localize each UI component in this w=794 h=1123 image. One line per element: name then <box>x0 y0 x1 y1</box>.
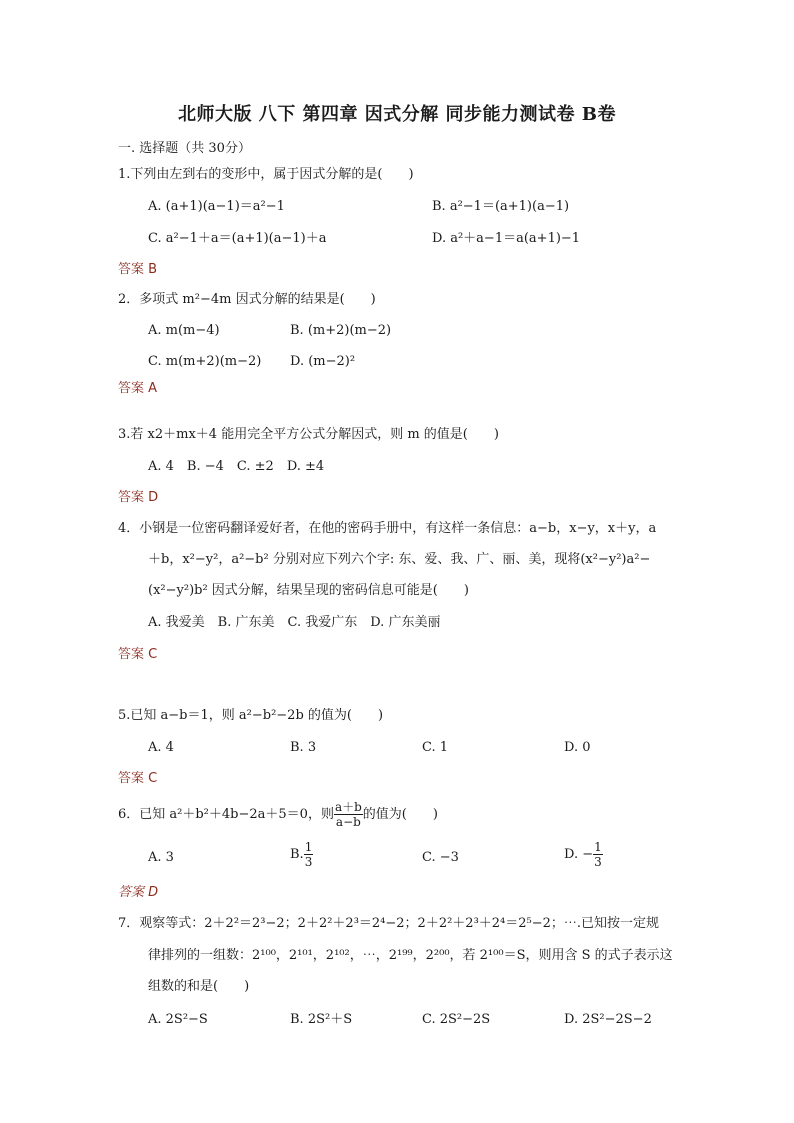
question-7-line-2: 律排列的一组数：2¹⁰⁰，2¹⁰¹，2¹⁰²，⋯，2¹⁹⁹，2²⁰⁰，若 2¹⁰⁰＝S，则用含 S 的式子表示这 <box>148 948 673 963</box>
question-1-option-b: B. a²−1＝(a+1)(a−1) <box>432 199 570 214</box>
question-5-stem: 5.已知 a−b＝1，则 a²−b²−2b 的值为( ) <box>118 708 384 723</box>
question-2-option-b: B. (m+2)(m−2) <box>290 323 392 338</box>
question-6-option-b <box>290 838 313 872</box>
question-2-answer: 答案 A <box>118 381 158 396</box>
fraction-numerator: 1 <box>594 840 602 854</box>
question-4-options: A. 我爱美 B. 广东美 C. 我爱广东 D. 广东美丽 <box>148 615 441 630</box>
question-1-option-d: D. a²＋a−1＝a(a+1)−1 <box>432 231 581 246</box>
page-title: 北师大版 八下 第四章 因式分解 同步能力测试卷 B卷 <box>177 104 617 125</box>
question-4-answer: 答案 C <box>118 647 158 662</box>
option-b-label: B. <box>290 847 304 862</box>
question-6-option-a: A. 3 <box>148 850 174 865</box>
question-4-line-3: (x²−y²)b² 因式分解，结果呈现的密码信息可能是( ) <box>148 583 469 598</box>
fraction-denominator: 3 <box>304 855 313 869</box>
question-6-stem-end: 的值为( ) <box>362 807 438 822</box>
question-7-line-1: 7．观察等式：2＋2²＝2³−2；2＋2²＋2³＝2⁴−2；2＋2²＋2³＋2⁴＝2⁵−2；⋯.已知按一定规 <box>118 916 660 931</box>
question-2-option-a: A. m(m−4) <box>148 323 220 338</box>
question-2-stem: 2．多项式 m²−4m 因式分解的结果是( ) <box>118 292 376 307</box>
question-7-option-b: B. 2S²＋S <box>290 1012 353 1027</box>
option-d-label: D. − <box>564 847 594 862</box>
question-2-option-d: D. (m−2)² <box>290 354 356 369</box>
question-5-option-a: A. 4 <box>148 740 174 755</box>
question-1-stem: 1.下列由左到右的变形中，属于因式分解的是( ) <box>118 167 414 182</box>
question-7-line-3: 组数的和是( ) <box>148 979 250 994</box>
question-7-option-d: D. 2S²−2S−2 <box>564 1012 652 1027</box>
question-7-option-a: A. 2S²−S <box>148 1012 208 1027</box>
section-heading: 一. 选择题（共 30分） <box>118 141 251 156</box>
fraction-numerator: 1 <box>304 840 313 854</box>
question-4-line-1: 4．小钢是一位密码翻译爱好者，在他的密码手册中，有这样一条信息：a−b，x−y，x＋y，a <box>118 521 657 536</box>
question-3-stem: 3.若 x2＋mx＋4 能用完全平方公式分解因式，则 m 的值是( ) <box>118 427 499 442</box>
fraction-denominator: 3 <box>594 855 602 869</box>
fraction-numerator: a＋b <box>334 800 362 814</box>
question-5-option-c: C. 1 <box>422 740 449 755</box>
question-6-stem-start: 6．已知 a²＋b²＋4b−2a＋5＝0，则 <box>118 807 334 822</box>
question-6-option-c: C. −3 <box>422 850 459 865</box>
question-1-option-c: C. a²−1＋a＝(a+1)(a−1)＋a <box>148 231 327 246</box>
fraction-denominator: a−b <box>335 815 361 829</box>
question-4-line-2: ＋b，x²−y²，a²−b² 分别对应下列六个字: 东、爱、我、广、丽、美，现将(x²−y²)a²− <box>148 552 651 567</box>
question-1-option-a: A. (a+1)(a−1)＝a²−1 <box>148 199 285 214</box>
question-6-stem <box>118 798 438 832</box>
option-b-fraction <box>304 840 314 869</box>
option-d-fraction <box>593 840 603 869</box>
question-1-answer: 答案 B <box>118 262 158 277</box>
question-2-option-c: C. m(m+2)(m−2) <box>148 354 262 369</box>
question-7-option-c: C. 2S²−2S <box>422 1012 491 1027</box>
question-6-option-d <box>564 838 603 872</box>
question-5-answer: 答案 C <box>118 771 158 786</box>
question-6-fraction <box>334 800 363 829</box>
question-5-option-d: D. 0 <box>564 740 591 755</box>
question-3-options: A. 4 B. −4 C. ±2 D. ±4 <box>148 459 325 474</box>
question-5-option-b: B. 3 <box>290 740 317 755</box>
question-3-answer: 答案 D <box>118 490 159 505</box>
question-6-answer: 答案 D <box>118 885 159 900</box>
